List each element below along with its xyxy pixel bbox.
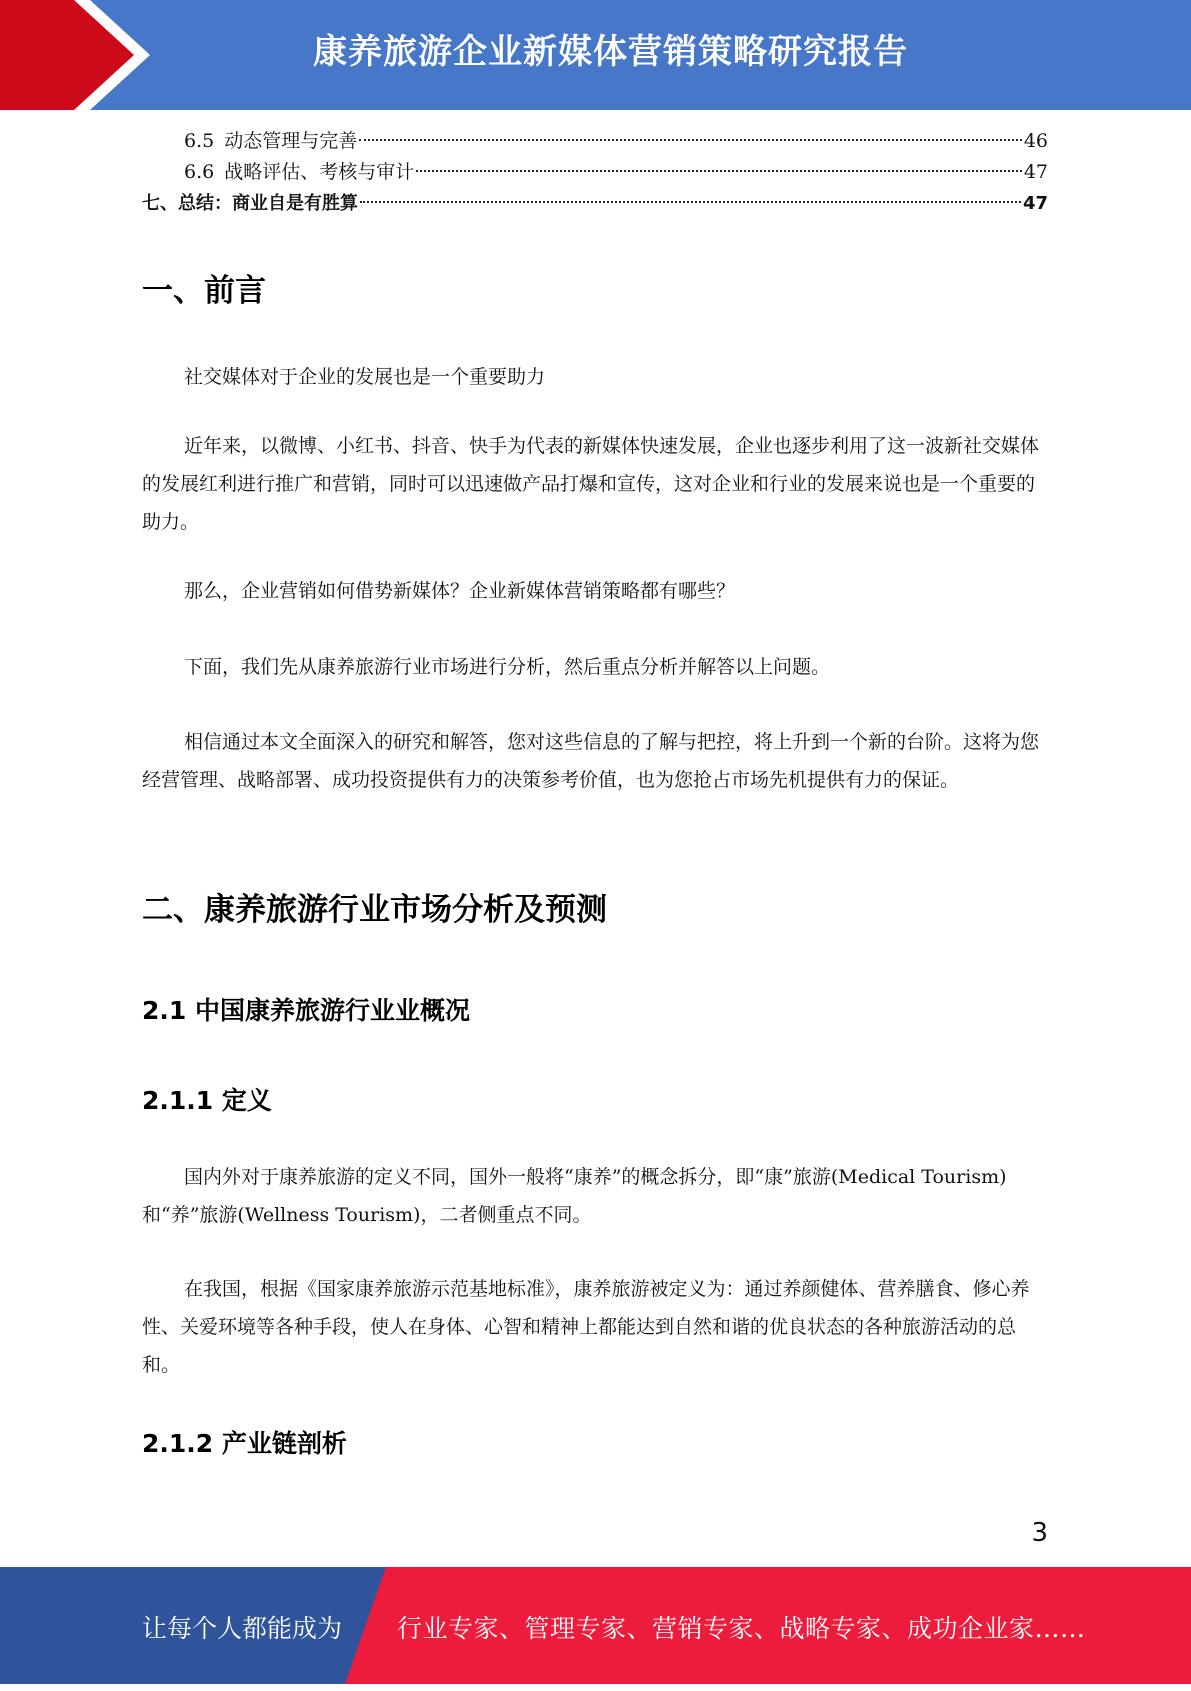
- toc-item-page: 47: [1022, 193, 1048, 214]
- paragraph: 近年来，以微博、小红书、抖音、快手为代表的新媒体快速发展，企业也逐步利用了这一波新社交媒体的发展红利进行推广和营销，同时可以迅速做产品打爆和宣传，这对企业和行业的发展来说也是一个重要的助力。: [142, 435, 1040, 533]
- paragraph: 社交媒体对于企业的发展也是一个重要助力: [184, 366, 546, 388]
- footer-slogan-left: 让每个人都能成为: [142, 1614, 343, 1643]
- toc-leader-dots: [359, 139, 1022, 141]
- subsection-heading-overview: 2.1 中国康养旅游行业业概况: [142, 996, 470, 1025]
- paragraph: 那么，企业营销如何借势新媒体？企业新媒体营销策略都有哪些？: [184, 580, 736, 602]
- toc-leader-dots: [360, 201, 1021, 203]
- footer-slogan-right: 行业专家、管理专家、营销专家、战略专家、成功企业家……: [397, 1614, 1086, 1643]
- paragraph: 相信通过本文全面深入的研究和解答，您对这些信息的了解与把控，将上升到一个新的台阶。这将为您经营管理、战略部署、成功投资提供有力的决策参考价值，也为您抢占市场先机提供有力的保证。: [142, 731, 1040, 791]
- header-banner: [0, 0, 1191, 110]
- toc-item[interactable]: [142, 126, 1048, 157]
- toc-item[interactable]: [142, 188, 1048, 219]
- page-number: 3: [1031, 1518, 1048, 1548]
- toc-item[interactable]: [142, 157, 1048, 188]
- toc-item-label: 动态管理与完善: [224, 130, 358, 152]
- section-heading-market: 二、康养旅游行业市场分析及预测: [142, 892, 607, 928]
- toc-item-page: 46: [1023, 130, 1048, 152]
- section-heading-preface: 一、前言: [142, 273, 266, 309]
- subsection-heading-chain: 2.1.2 产业链剖析: [142, 1429, 347, 1458]
- toc-item-label: 七、总结：商业自是有胜算: [142, 193, 358, 214]
- toc-leader-dots: [416, 170, 1022, 172]
- toc-item-number: 6.6: [184, 161, 215, 183]
- footer-banner: [0, 1567, 1191, 1684]
- subsection-heading-definition: 2.1.1 定义: [142, 1086, 272, 1115]
- report-title: 康养旅游企业新媒体营销策略研究报告: [313, 32, 908, 72]
- paragraph: 在我国，根据《国家康养旅游示范基地标准》，康养旅游被定义为：通过养颜健体、营养膳食、修心养性、关爱环境等各种手段，使人在身体、心智和精神上都能达到自然和谐的优良状态的各种旅游活动的总和。: [142, 1278, 1030, 1376]
- toc-item-number: 6.5: [184, 130, 215, 152]
- paragraph: 下面，我们先从康养旅游行业市场进行分析，然后重点分析并解答以上问题。: [184, 656, 831, 678]
- toc-item-page: 47: [1023, 161, 1048, 183]
- toc-item-label: 战略评估、考核与审计: [224, 161, 415, 183]
- table-of-contents: [142, 126, 1048, 219]
- paragraph: 国内外对于康养旅游的定义不同，国外一般将“康养”的概念拆分，即“康”旅游(Medical Tourism)和“养”旅游(Wellness Tourism)，二者侧重点不同。: [142, 1166, 1007, 1226]
